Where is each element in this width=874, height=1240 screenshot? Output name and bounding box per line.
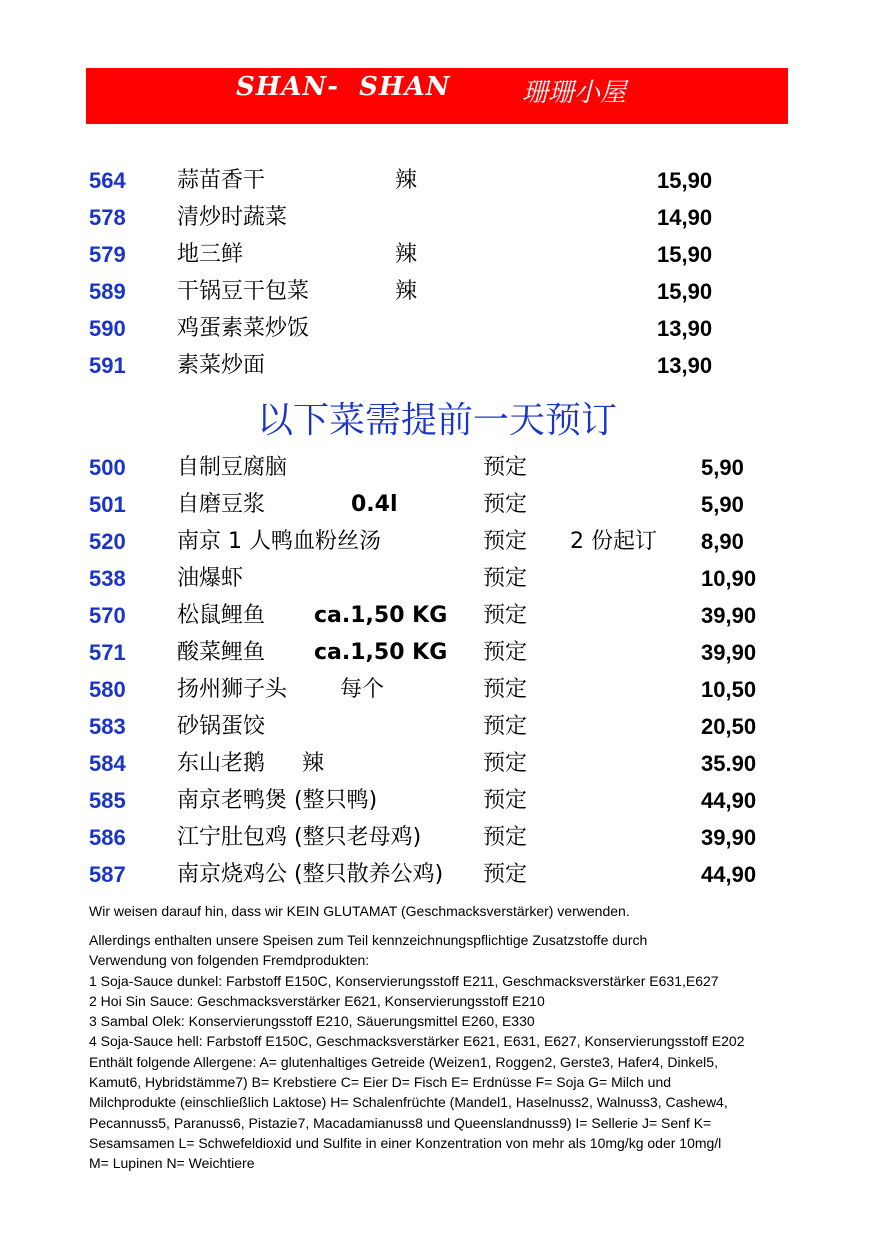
spicy-label: 辣 [395,279,418,304]
note-line: Pecannuss5, Paranuss6, Pistazie7, Macadamianuss8 und Queenslandnuss9) I= Sellerie J= Senf K= [89,1114,712,1131]
item-price: 39,90 [701,825,757,850]
glutamat-note: Wir weisen darauf hin, dass wir KEIN GLUTAMAT (Geschmacksverstärker) verwenden. [89,903,630,919]
preorder-item-row [0,856,874,893]
minimum-order-label: 2 份起订 [570,529,657,554]
item-number: 584 [89,751,126,776]
item-number: 520 [89,529,126,554]
preorder-item-row [0,560,874,597]
item-number: 500 [89,455,126,480]
preorder-label: 预定 [483,788,528,813]
allergen-notes [89,930,789,1174]
item-name: 南京烧鸡公 (整只散养公鸡) [177,862,444,887]
preorder-label: 预定 [483,751,528,776]
preorder-item-row [0,523,874,560]
item-price: 5,90 [701,455,744,480]
item-name: 干锅豆干包菜 [177,279,310,304]
preorder-label: 预定 [483,603,528,628]
note-line: Allerdings enthalten unsere Speisen zum Teil kennzeichnungspflichtige Zusatzstoffe durch [89,932,648,948]
restaurant-name-latin: SHAN- SHAN [236,72,451,102]
item-price: 5,90 [701,492,744,517]
item-number: 570 [89,603,126,628]
menu-item-row [0,347,874,384]
item-number: 501 [89,492,126,517]
item-name: 素菜炒面 [177,353,266,378]
item-price: 44,90 [701,862,757,887]
item-name: 鸡蛋素菜炒饭 [177,316,310,341]
item-extra: ca.1,50 KG [314,603,448,628]
item-number: 571 [89,640,126,665]
item-extra: 每个 [340,677,385,702]
note-line: 3 Sambal Olek: Konservierungsstoff E210, Säuerungsmittel E260, E330 [89,1013,535,1030]
menu-item-row [0,310,874,347]
item-name: 酸菜鲤鱼 [177,640,266,665]
menu-item-row [0,273,874,310]
menu-item-row [0,162,874,199]
item-price: 20,50 [701,714,757,739]
item-price: 14,90 [657,205,713,230]
item-number: 578 [89,205,126,230]
preorder-item-row [0,486,874,523]
preorder-item-row [0,671,874,708]
item-name: 砂锅蛋饺 [177,714,266,739]
item-number: 585 [89,788,126,813]
item-price: 39,90 [701,603,757,628]
item-name: 清炒时蔬菜 [177,205,288,230]
item-price: 15,90 [657,168,713,193]
preorder-item-row [0,597,874,634]
preorder-label: 预定 [483,825,528,850]
preorder-label: 预定 [483,529,528,554]
menu-item-row [0,236,874,273]
spicy-label: 辣 [395,168,418,193]
item-price: 8,90 [701,529,744,554]
preorder-item-row [0,745,874,782]
item-name: 自磨豆浆 [177,492,266,517]
item-price: 10,50 [701,677,757,702]
note-line: M= Lupinen N= Weichtiere [89,1155,255,1172]
item-name: 松鼠鲤鱼 [177,603,266,628]
preorder-label: 预定 [483,677,528,702]
item-name: 南京老鸭煲 (整只鸭) [177,788,378,813]
item-number: 564 [89,168,126,193]
item-number: 587 [89,862,126,887]
item-price: 35.90 [701,751,757,776]
item-name: 南京 1 人鸭血粉丝汤 [177,529,381,554]
note-line: 1 Soja-Sauce dunkel: Farbstoff E150C, Konservierungsstoff E211, Geschmacksverstärker E631,E627 [89,972,719,989]
item-extra: 辣 [302,751,325,776]
item-name: 油爆虾 [177,566,244,591]
preorder-label: 预定 [483,455,528,480]
preorder-item-row [0,708,874,745]
item-name: 蒜苗香干 [177,168,266,193]
item-number: 583 [89,714,126,739]
item-extra: 0.4l [351,492,398,517]
note-line: 4 Soja-Sauce hell: Farbstoff E150C, Geschmacksverstärker E621, E631, E627, Konservierungsstoff E202 [89,1033,745,1050]
item-price: 44,90 [701,788,757,813]
preorder-label: 预定 [483,566,528,591]
preorder-label: 预定 [483,862,528,887]
preorder-label: 预定 [483,714,528,739]
item-number: 586 [89,825,126,850]
note-line: Milchprodukte (einschließlich Laktose) H= Schalenfrüchte (Mandel1, Haselnuss2, Walnuss3, Cashew4, [89,1094,728,1111]
preorder-item-row [0,634,874,671]
preorder-item-row [0,819,874,856]
item-name: 东山老鹅 [177,751,266,776]
item-number: 590 [89,316,126,341]
item-name: 扬州狮子头 [177,677,288,702]
item-extra: ca.1,50 KG [314,640,448,665]
item-number: 591 [89,353,126,378]
spicy-label: 辣 [395,242,418,267]
preorder-item-row [0,782,874,819]
item-price: 10,90 [701,566,757,591]
item-price: 13,90 [657,353,713,378]
item-price: 15,90 [657,242,713,267]
note-line: Sesamsamen L= Schwefeldioxid und Sulfite in einer Konzentration von mehr als 10mg/kg oder 10mg/l [89,1134,722,1151]
item-price: 15,90 [657,279,713,304]
note-line: Kamut6, Hybridstämme7) B= Krebstiere C= Eier D= Fisch E= Erdnüsse F= Soja G= Milch und [89,1074,672,1091]
preorder-label: 预定 [483,492,528,517]
item-number: 580 [89,677,126,702]
item-name: 地三鲜 [177,242,244,267]
restaurant-name-chinese: 珊珊小屋 [522,78,627,108]
menu-item-row [0,199,874,236]
preorder-label: 预定 [483,640,528,665]
preorder-heading: 以下菜需提前一天预订 [256,400,617,441]
preorder-item-row [0,449,874,486]
item-number: 579 [89,242,126,267]
note-line: Enthält folgende Allergene: A= glutenhaltiges Getreide (Weizen1, Roggen2, Gerste3, Hafer4, Dinkel5, [89,1053,718,1070]
item-price: 13,90 [657,316,713,341]
item-number: 538 [89,566,126,591]
item-price: 39,90 [701,640,757,665]
item-name: 自制豆腐脑 [177,455,288,480]
note-line: Verwendung von folgenden Fremdprodukten: [89,952,370,969]
note-line: 2 Hoi Sin Sauce: Geschmacksverstärker E621, Konservierungsstoff E210 [89,992,545,1009]
item-number: 589 [89,279,126,304]
item-name: 江宁肚包鸡 (整只老母鸡) [177,825,422,850]
